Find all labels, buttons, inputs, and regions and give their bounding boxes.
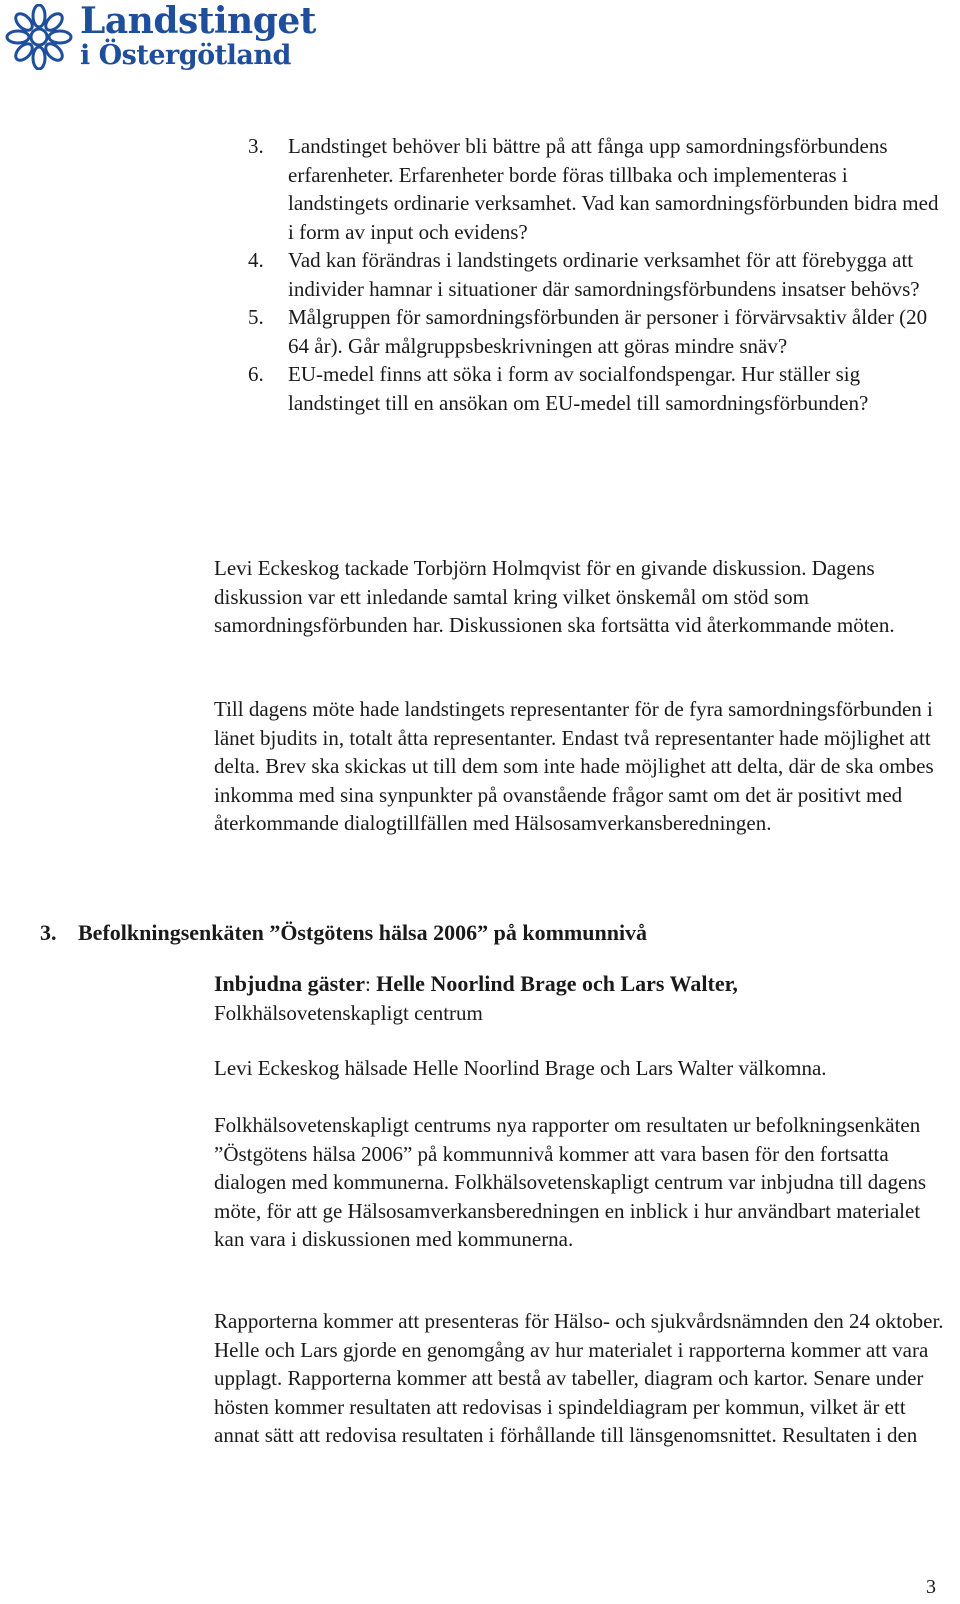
list-item-text: Vad kan förändras i landstingets ordinarie verksamhet för att förebygga att individer hamnar i situationer där samordningsförbundens insatser behövs?	[288, 248, 920, 301]
flower-emblem-icon	[4, 4, 74, 70]
list-item-number: 3.	[248, 134, 264, 158]
list-item	[248, 132, 948, 246]
section-number: 3.	[40, 920, 57, 945]
guests-separator: :	[364, 972, 371, 996]
guests-organisation: Folkhälsovetenskapligt centrum	[214, 1000, 483, 1025]
list-item	[248, 303, 948, 360]
paragraph-thanks: Levi Eckeskog tackade Torbjörn Holmqvist för en givande diskussion. Dagens diskussion var ett inledande samtal kring vilket önskemål om stöd som samordningsförbunden har. Diskussionen ska fortsätta vid återkommande möten.	[214, 556, 895, 637]
list-item-text: Landstinget behöver bli bättre på att fånga upp samordningsförbundens erfarenheter. Erfarenheter borde föras tillbaka och implementeras i landstingets ordinarie verksamhet. Vad kan samordningsförbunden bidra med i form av input och evidens?	[288, 134, 939, 244]
list-item-text: Målgruppen för samordningsförbunden är personer i förvärvsaktiv ålder (20 64 år). Går målgruppsbeskrivningen att göras mindre snäv?	[288, 305, 928, 358]
landstinget-logo	[4, 0, 316, 74]
logo-subtitle: i Östergötland	[80, 40, 291, 71]
list-item	[248, 360, 948, 417]
list-item	[248, 246, 948, 303]
question-list	[248, 132, 948, 417]
paragraph-reports: Folkhälsovetenskapligt centrums nya rapporter om resultaten ur befolkningsenkäten ”Östgötens hälsa 2006” på kommunnivå kommer att vara basen för den fortsatta dialogen med kommunerna. Folkhälsovetenskapligt centrum var inbjudna till dagens möte, för att ge Hälsosamverkansberedningen en inblick i hur användbart materialet kan vara i diskussionen med kommunerna.	[214, 1113, 927, 1251]
paragraph-presentation: Rapporterna kommer att presenteras för Hälso- och sjukvårdsnämnden den 24 oktober. Helle och Lars gjorde en genomgång av hur materialet i rapporterna kommer att vara upplagt. Rapporterna kommer att bestå av tabeller, diagram och kartor. Senare under hösten kommer resultaten att redovisas i spindeldiagram per kommun, vilket är ett annat sätt att redovisa resultaten i förhållande till länsgenomsnittet. Resultaten i den	[214, 1309, 944, 1447]
list-item-text: EU-medel finns att söka i form av socialfondspengar. Hur ställer sig landstinget till en ansökan om EU-medel till samordningsförbunden?	[288, 362, 869, 415]
list-item-number: 5.	[248, 305, 264, 329]
list-item-number: 4.	[248, 248, 264, 272]
logo-title: Landstinget	[80, 0, 316, 42]
page-number: 3	[926, 1576, 936, 1598]
guests-names: Helle Noorlind Brage och Lars Walter,	[376, 971, 738, 996]
list-item-number: 6.	[248, 362, 264, 386]
section-title: Befolkningsenkäten ”Östgötens hälsa 2006” på kommunnivå	[78, 920, 648, 945]
guests-label: Inbjudna gäster	[214, 971, 365, 996]
section-heading	[40, 918, 647, 948]
paragraph-attendance: Till dagens möte hade landstingets representanter för de fyra samordningsförbunden i länet bjudits in, totalt åtta representanter. Endast två representanter hade möjlighet att delta. Brev ska skickas ut till dem som inte hade möjlighet att delta, där de ska ombes inkomma med sina synpunkter på ovanstående frågor samt om det är positivt med återkommande dialogtillfällen med Hälsosamverkansberedningen.	[214, 697, 934, 835]
guests-block	[214, 970, 944, 1027]
paragraph-welcome: Levi Eckeskog hälsade Helle Noorlind Brage och Lars Walter välkomna.	[214, 1056, 827, 1080]
